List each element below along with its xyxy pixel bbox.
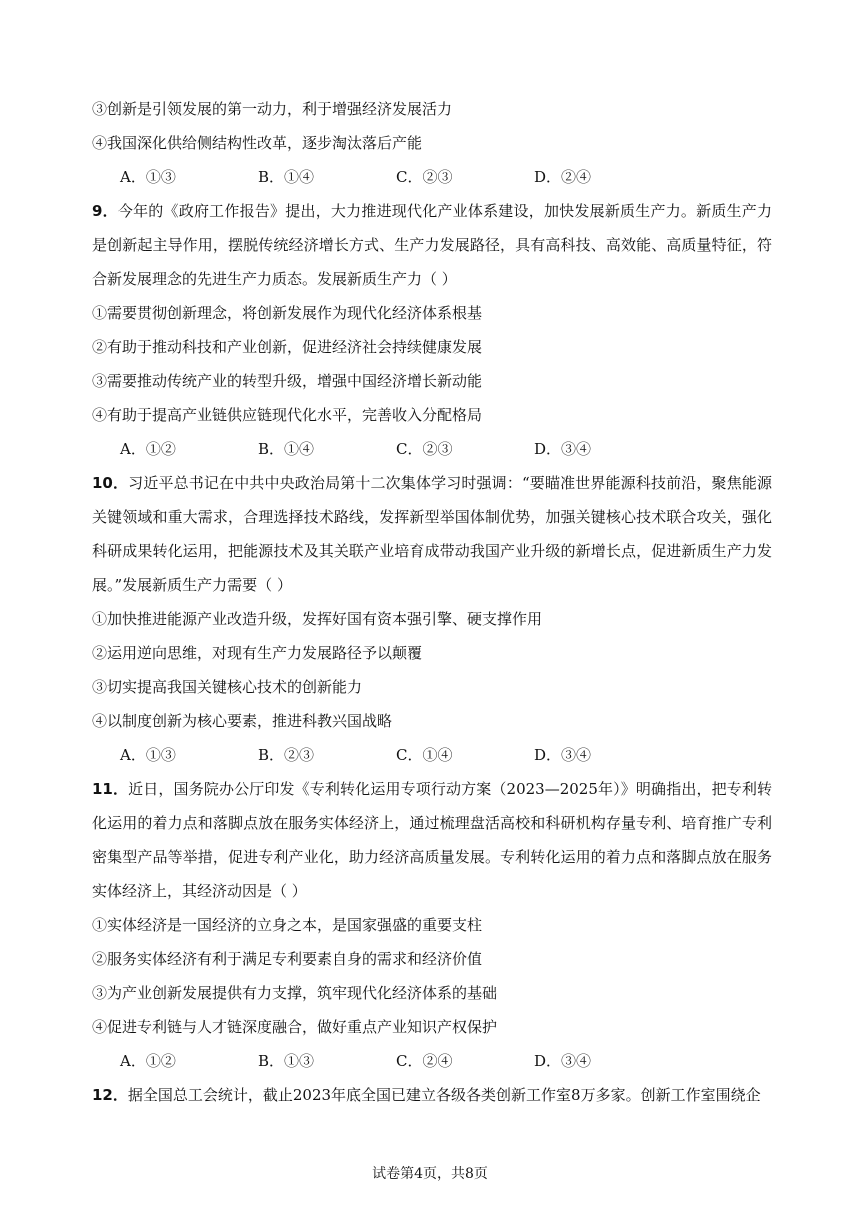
q9-text: 今年的《政府工作报告》提出，大力推进现代化产业体系建设，加快发展新质生产力。新质生产力是创新起主导作用，摆脱传统经济增长方式、生产力发展路径，具有高科技、高效能、高质量特征，符合新发展理念的先进生产力质态。发展新质生产力（ ） [92,202,772,288]
q9-option-1: ①需要贯彻创新理念，将创新发展作为现代化经济体系根基 [92,304,483,322]
q11-choice-d: D．③④ [534,1052,592,1070]
q11-choices [92,1044,772,1078]
q11-choice-b: B．①③ [258,1052,315,1070]
q9-option-4: ④有助于提高产业链供应链现代化水平，完善收入分配格局 [92,406,483,424]
q9-option-2: ②有助于推动科技和产业创新，促进经济社会持续健康发展 [92,338,483,356]
q10-choices [92,738,772,772]
q10-number: 10． [92,474,129,492]
q10-choice-a: A．①③ [120,746,176,764]
q11-option-2: ②服务实体经济有利于满足专利要素自身的需求和经济价值 [92,950,483,968]
q9-choice-b: B．①④ [258,440,315,458]
q9-number: 9． [92,202,118,220]
q10-choice-b: B．②③ [258,746,315,764]
q11-option-3: ③为产业创新发展提供有力支撑，筑牢现代化经济体系的基础 [92,984,498,1002]
page-content [92,92,772,1112]
q10-stem [92,466,772,602]
q12-number: 12． [92,1086,128,1104]
q10-option-2: ②运用逆向思维，对现有生产力发展路径予以颠覆 [92,644,423,662]
q8-choices [92,160,772,194]
q12-stem [92,1078,772,1112]
q9-choice-a: A．①② [120,440,176,458]
q8-choice-a: A．①③ [120,168,176,186]
q10-choice-d: D．③④ [534,746,592,764]
q10-option-4: ④以制度创新为核心要素，推进科教兴国战略 [92,712,393,730]
q9-choice-d: D．③④ [534,440,592,458]
page-footer: 试卷第4页，共8页 [372,1166,488,1182]
q11-choice-c: C．②④ [396,1052,453,1070]
q8-choice-d: D．②④ [534,168,592,186]
q9-choice-c: C．②③ [396,440,453,458]
q11-number: 11． [92,780,129,798]
q9-stem [92,194,772,296]
q12-text: 据全国总工会统计，截止2023年底全国已建立各级各类创新工作室8万多家。创新工作室围绕企 [127,1086,761,1104]
q10-option-1: ①加快推进能源产业改造升级，发挥好国有资本强引擎、硬支撑作用 [92,610,543,628]
q8-option-3: ③创新是引领发展的第一动力，利于增强经济发展活力 [92,100,453,118]
q10-choice-c: C．①④ [396,746,453,764]
q10-option-3: ③切实提高我国关键核心技术的创新能力 [92,678,363,696]
q11-choice-a: A．①② [120,1052,176,1070]
q11-option-1: ①实体经济是一国经济的立身之本，是国家强盛的重要支柱 [92,916,483,934]
q9-option-3: ③需要推动传统产业的转型升级，增强中国经济增长新动能 [92,372,483,390]
q8-option-4: ④我国深化供给侧结构性改革，逐步淘汰落后产能 [92,134,423,152]
q11-text: 近日，国务院办公厅印发《专利转化运用专项行动方案（2023—2025年）》明确指出，把专利转化运用的着力点和落脚点放在服务实体经济上，通过梳理盘活高校和科研机构存量专利、培育推广专利密集型产品等举措，促进专利产业化，助力经济高质量发展。专利转化运用的着力点和落脚点放在服务实体经济上，其经济动因是（ ） [92,780,773,900]
q8-choice-c: C．②③ [396,168,453,186]
q11-stem [92,772,772,908]
q10-text: 习近平总书记在中共中央政治局第十二次集体学习时强调：“要瞄准世界能源科技前沿，聚焦能源关键领域和重大需求，合理选择技术路线，发挥新型举国体制优势，加强关键核心技术联合攻关，强化科研成果转化运用，把能源技术及其关联产业培育成带动我国产业升级的新增长点，促进新质生产力发展。”发展新质生产力需要（ ） [92,474,772,594]
q9-choices [92,432,772,466]
q11-option-4: ④促进专利链与人才链深度融合，做好重点产业知识产权保护 [92,1018,498,1036]
q8-choice-b: B．①④ [258,168,315,186]
